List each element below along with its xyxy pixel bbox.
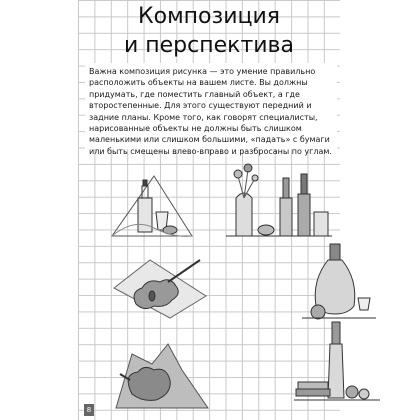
violin-on-cloth-drawing — [110, 248, 210, 320]
page-title — [78, 2, 340, 60]
page-number-badge: 8 — [84, 404, 94, 416]
intro-text-box — [85, 63, 337, 156]
title-line-1: Композиция — [137, 4, 281, 29]
books-bottle-fruit-drawing — [292, 320, 382, 404]
intro-paragraph: Важна композиция рисунка — это умение правильно расположить объекты на вашем листе. Вы должны придумать, где поместить главный объект, а где второстепенные. Для этого существуют передний и задние планы. Кроме того, как говорят специалисты, нарисованные объекты не должны быть слишком маленькими или слишком большими, «падать» с бумаги или быть смещены влево-вправо и разбросаны по углам. — [89, 67, 332, 156]
teapot-on-drapery-drawing — [112, 334, 212, 410]
workbook-page — [78, 0, 340, 420]
bottle-glass-composition-drawing — [104, 158, 204, 240]
title-line-2: и перспектива — [123, 33, 295, 58]
vase-glass-apple-drawing — [298, 240, 378, 322]
still-life-flowers-bottles-drawing — [224, 158, 334, 240]
